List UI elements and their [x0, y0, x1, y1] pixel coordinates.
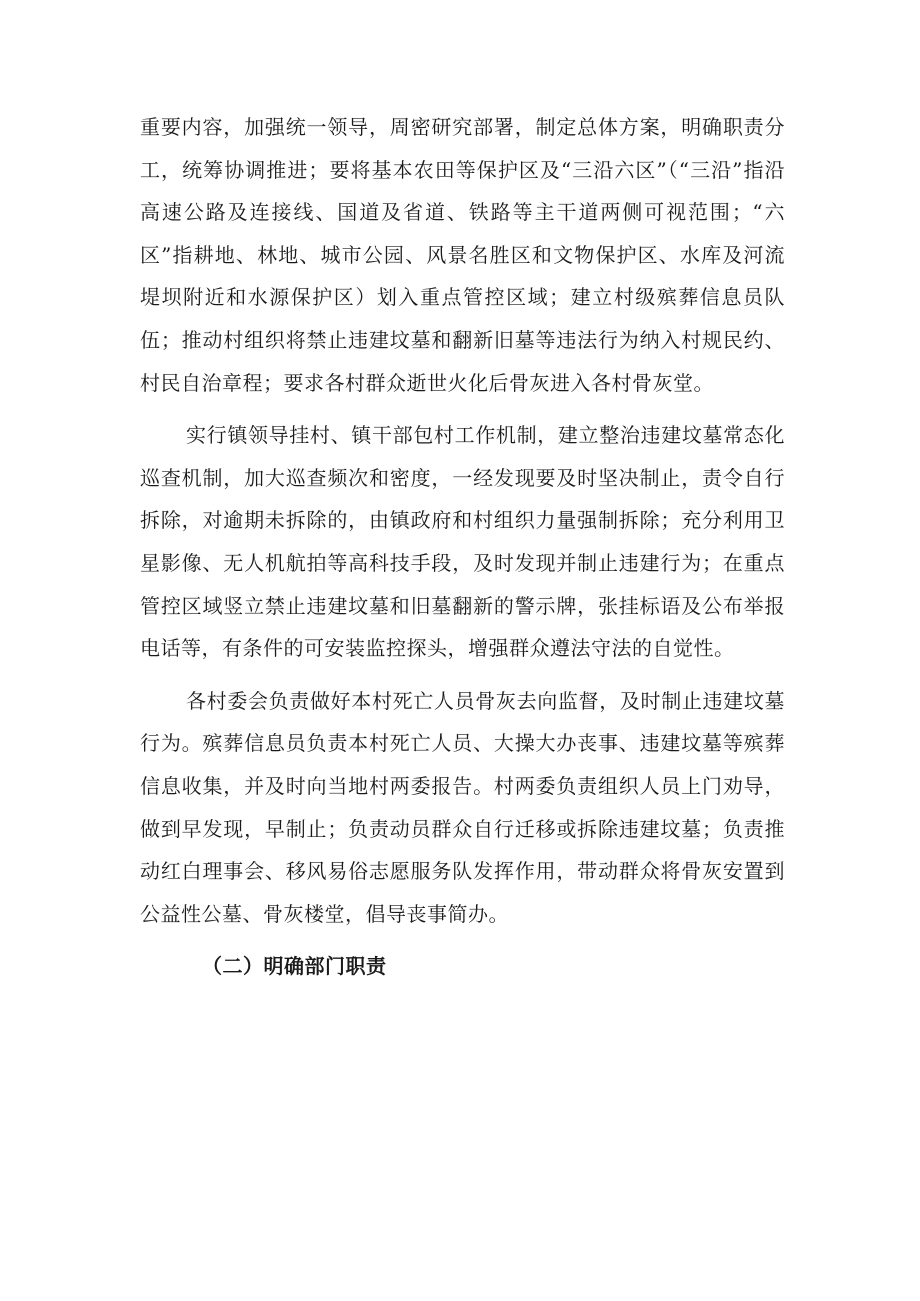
section-heading: （二）明确部门职责 [202, 954, 387, 979]
paragraph-continuation: 重要内容，加强统一领导，周密研究部署，制定总体方案，明确职责分工，统筹协调推进；要将基本农田等保护区及“三沿六区”（“三沿”指沿高速公路及连接线、国道及省道、铁路等主干道两侧可视范围；“六区”指耕地、林地、城市公园、风景名胜区和文物保护区、水库及河流堤坝附近和水源保护区）划入重点管控区域；建立村级殡葬信息员队伍；推动村组织将禁止违建坟墓和翻新旧墓等违法行为纳入村规民约、村民自治章程；要求各村群众逝世火化后骨灰进入各村骨灰堂。 [140, 115, 785, 395]
paragraph-inspection-mechanism: 实行镇领导挂村、镇干部包村工作机制，建立整治违建坟墓常态化巡查机制，加大巡查频次和密度，一经发现要及时坚决制止，责令自行拆除，对逾期未拆除的，由镇政府和村组织力量强制拆除；充分利用卫星影像、无人机航拍等高科技手段，及时发现并制止违建行为；在重点管控区域竖立禁止违建坟墓和旧墓翻新的警示牌，张挂标语及公布举报电话等，有条件的可安装监控探头，增强群众遵法守法的自觉性。 [140, 423, 785, 661]
paragraph-village-duties: 各村委会负责做好本村死亡人员骨灰去向监督，及时制止违建坟墓行为。殡葬信息员负责本村死亡人员、大操大办丧事、违建坟墓等殡葬信息收集，并及时向当地村两委报告。村两委负责组织人员上门劝导，做到早发现，早制止；负责动员群众自行迁移或拆除违建坟墓；负责推动红白理事会、移风易俗志愿服务队发挥作用，带动群众将骨灰安置到公益性公墓、骨灰楼堂，倡导丧事简办。 [140, 688, 785, 926]
document-body [140, 106, 785, 987]
